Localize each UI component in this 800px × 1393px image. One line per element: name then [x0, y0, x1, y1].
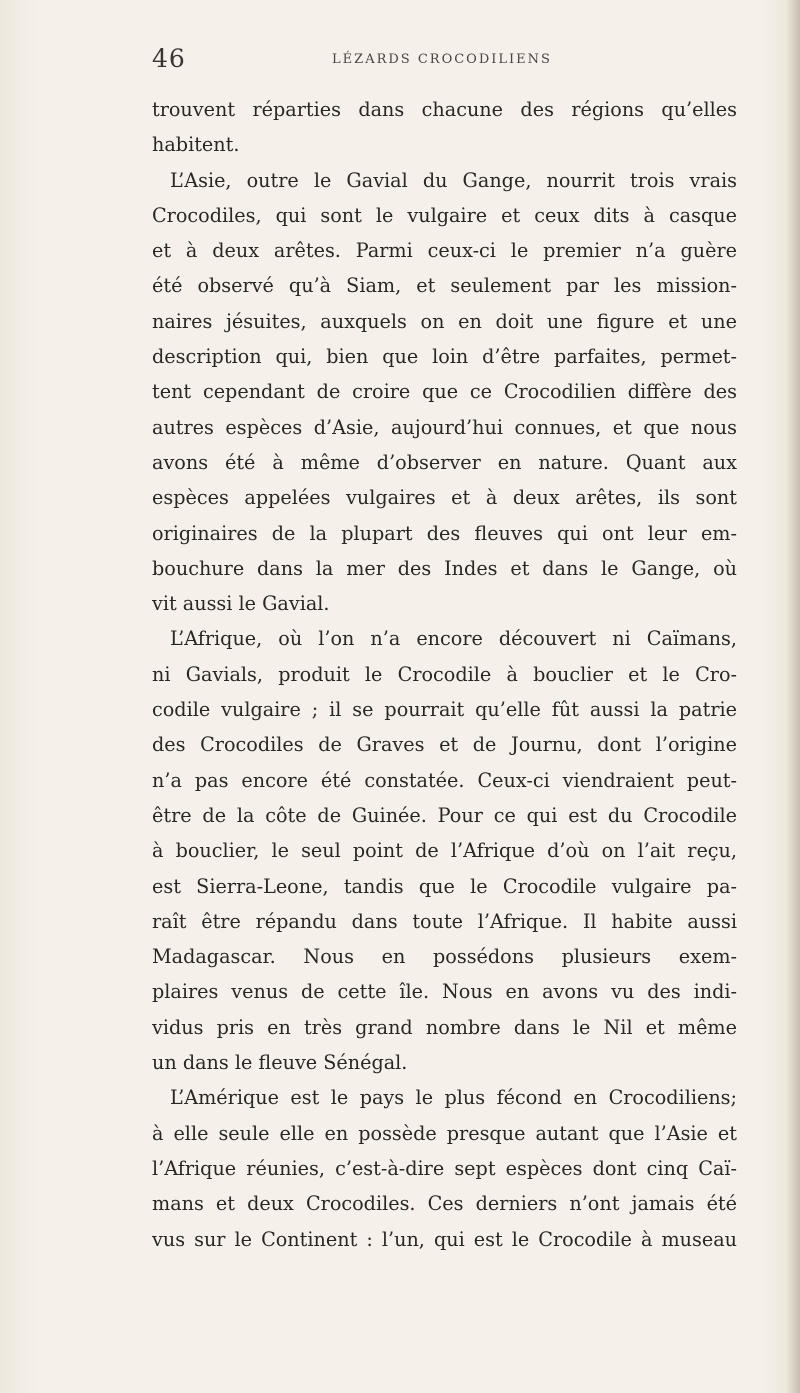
text-line: naires jésuites, auxquels on en doit une figure et une [152, 309, 737, 333]
text-line: habitent. [152, 133, 240, 157]
text-line: description qui, bien que loin d’être parfaites, permet- [152, 345, 737, 369]
text-line: originaires de la plupart des fleuves qui ont leur em- [152, 521, 737, 545]
text-line: vus sur le Continent : l’un, qui est le Crocodile à museau [152, 1227, 737, 1251]
running-title: LÉZARDS CROCODILIENS [332, 52, 552, 67]
text-line: à elle seule elle en possède presque autant que l’Asie et [152, 1121, 737, 1145]
text-line: raît être répandu dans toute l’Afrique. Il habite aussi [152, 909, 737, 933]
text-line: L’Afrique, où l’on n’a encore découvert ni Caïmans, [170, 627, 737, 651]
page-number: 46 [152, 44, 186, 73]
text-line: mans et deux Crocodiles. Ces derniers n’ont jamais été [152, 1192, 737, 1216]
text-line: Madagascar. Nous en possédons plusieurs exem- [152, 945, 737, 969]
text-line: avons été à même d’observer en nature. Quant aux [152, 450, 737, 474]
text-line: tent cependant de croire que ce Crocodilien diffère des [152, 380, 737, 404]
page-header [152, 44, 737, 78]
text-line: et à deux arêtes. Parmi ceux-ci le premier n’a guère [152, 239, 737, 263]
text-line: espèces appelées vulgaires et à deux arêtes, ils sont [152, 486, 737, 510]
text-line: plaires venus de cette île. Nous en avons vu des indi- [152, 980, 737, 1004]
page-edge-shadow [786, 0, 800, 1393]
text-line: Crocodiles, qui sont le vulgaire et ceux dits à casque [152, 203, 737, 227]
text-line: n’a pas encore été constatée. Ceux-ci viendraient peut- [152, 768, 737, 792]
text-line: autres espèces d’Asie, aujourd’hui connues, et que nous [152, 415, 737, 439]
text-line: vit aussi le Gavial. [152, 592, 330, 616]
text-line: ni Gavials, produit le Crocodile à bouclier et le Cro- [152, 662, 737, 686]
text-line: bouchure dans la mer des Indes et dans le Gange, où [152, 556, 737, 580]
text-line: un dans le fleuve Sénégal. [152, 1051, 408, 1075]
text-line: être de la côte de Guinée. Pour ce qui est du Crocodile [152, 803, 737, 827]
text-line: l’Afrique réunies, c’est-à-dire sept espèces dont cinq Caï- [152, 1156, 737, 1180]
text-line: vidus pris en très grand nombre dans le Nil et même [152, 1015, 737, 1039]
text-line: été observé qu’à Siam, et seulement par les mission- [152, 274, 737, 298]
text-line: trouvent réparties dans chacune des régions qu’elles [152, 98, 737, 121]
text-line: est Sierra-Leone, tandis que le Crocodile vulgaire pa- [152, 874, 737, 898]
text-line: L’Asie, outre le Gavial du Gange, nourrit trois vrais [170, 168, 737, 192]
text-line: à bouclier, le seul point de l’Afrique d’où on l’ait reçu, [152, 839, 737, 863]
text-line: L’Amérique est le pays le plus fécond en Crocodiliens; [170, 1086, 737, 1110]
text-line: des Crocodiles de Graves et de Journu, dont l’origine [152, 733, 737, 757]
text-line: codile vulgaire ; il se pourrait qu’elle fût aussi la patrie [152, 698, 737, 722]
body-text [152, 92, 737, 1257]
